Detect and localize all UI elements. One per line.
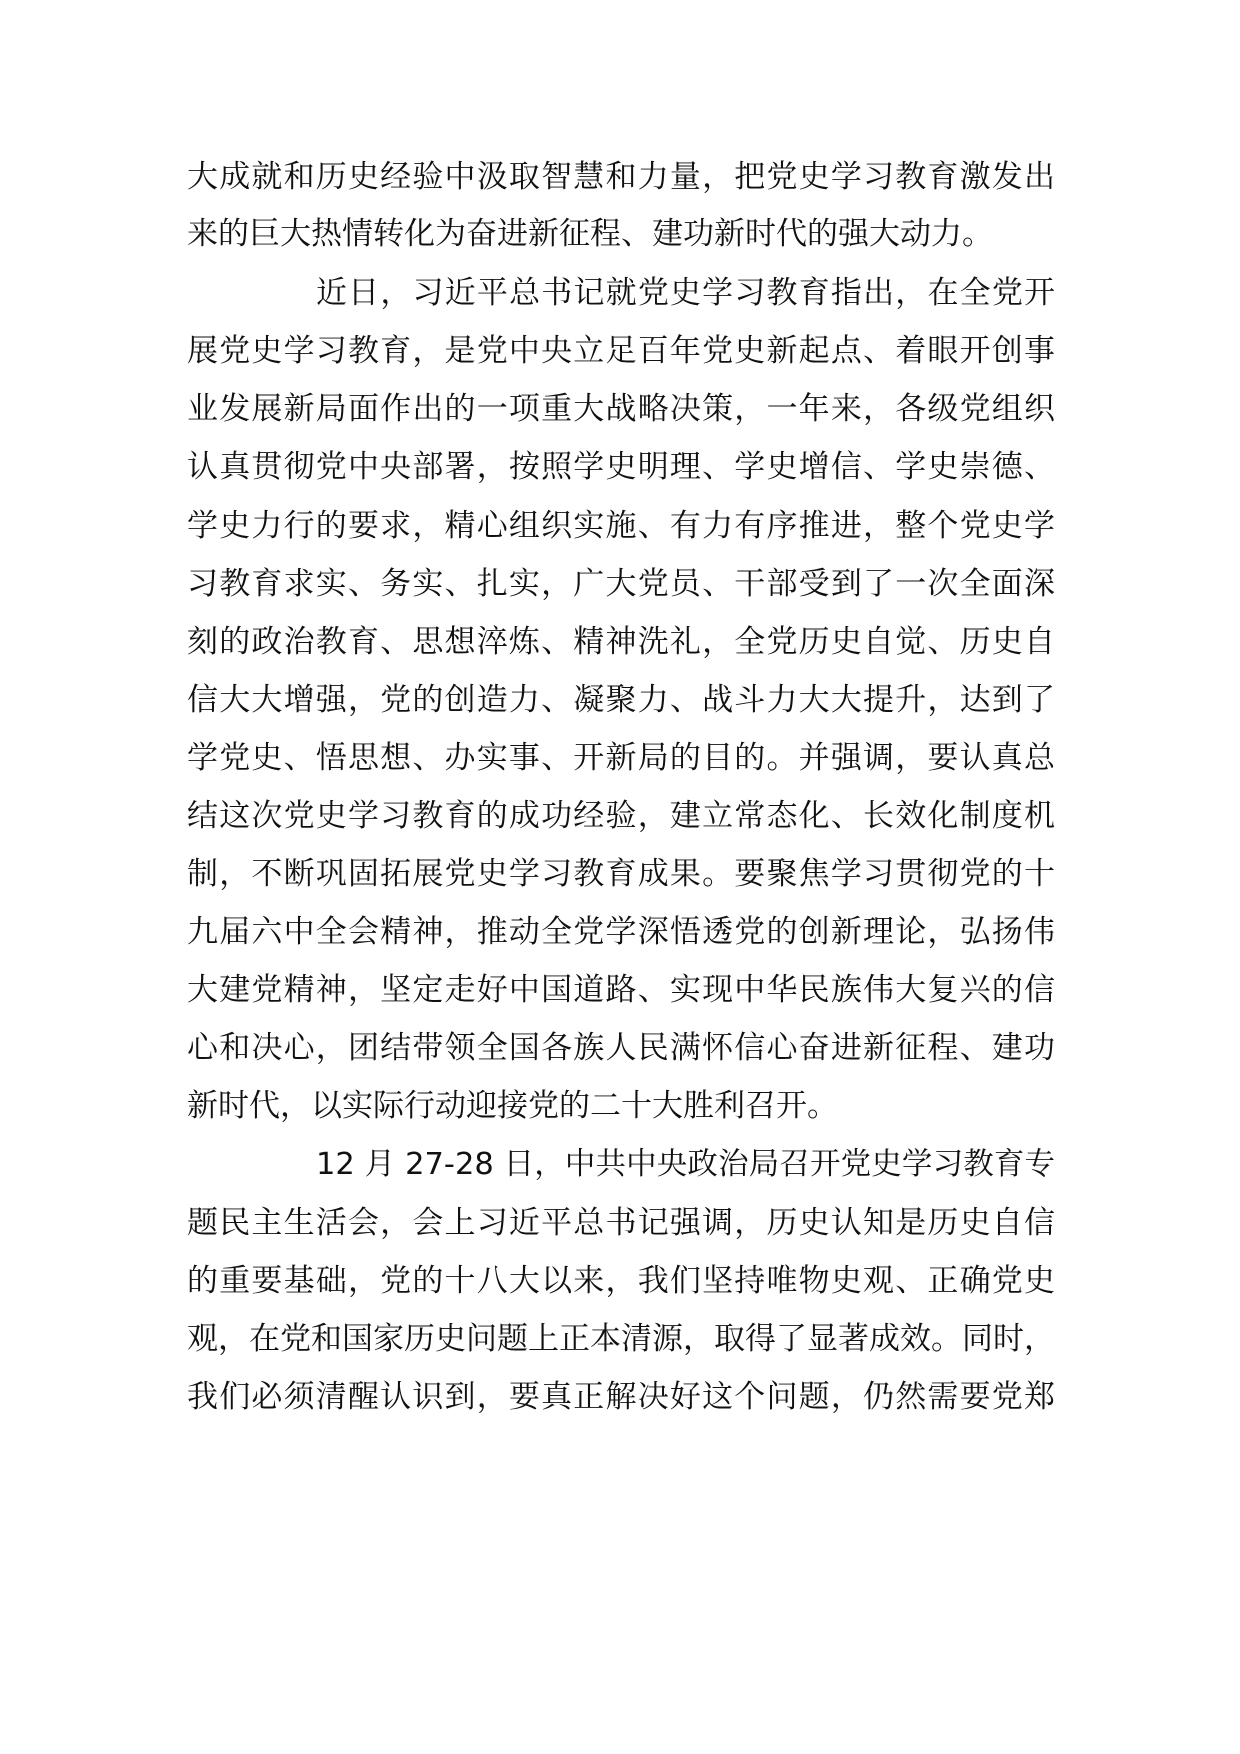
text-line: 学史力行的要求，精心组织实施、有力有序推进，整个党史学 [187, 508, 1055, 544]
text-line: 新时代，以实际行动迎接党的二十大胜利召开。 [187, 1088, 838, 1124]
text-line: 我们必须清醒认识到，要真正解决好这个问题，仍然需要党郑 [187, 1379, 1055, 1415]
paragraph-first-line: 近日，习近平总书记就党史学习教育指出，在全党开 [316, 275, 1055, 311]
text-line: 题民主生活会，会上习近平总书记强调，历史认知是历史自信 [187, 1205, 1055, 1241]
text-line: 业发展新局面作出的一项重大战略决策，一年来，各级党组织 [187, 391, 1055, 427]
text-line: 观，在党和国家历史问题上正本清源，取得了显著成效。同时， [187, 1321, 1055, 1357]
text-line: 制，不断巩固拓展党史学习教育成果。要聚焦学习贯彻党的十 [187, 856, 1055, 892]
text-line: 认真贯彻党中央部署，按照学史明理、学史增信、学史崇德、 [187, 449, 1055, 485]
text-line: 九届六中全会精神，推动全党学深悟透党的创新理论，弘扬伟 [187, 914, 1055, 950]
text-line: 大成就和历史经验中汲取智慧和力量，把党史学习教育激发出 [187, 159, 1055, 195]
text-line: 信大大增强，党的创造力、凝聚力、战斗力大大提升，达到了 [187, 682, 1055, 718]
text-line: 心和决心，团结带领全国各族人民满怀信心奋进新征程、建功 [187, 1030, 1055, 1066]
text-line: 来的巨大热情转化为奋进新征程、建功新时代的强大动力。 [187, 216, 993, 252]
text-line: 习教育求实、务实、扎实，广大党员、干部受到了一次全面深 [187, 566, 1055, 602]
paragraph-first-line: 12 月 27-28 日，中共中央政治局召开党史学习教育专 [316, 1147, 1055, 1182]
text-line: 学党史、悟思想、办实事、开新局的目的。并强调，要认真总 [187, 740, 1055, 776]
text-line: 大建党精神，坚定走好中国道路、实现中华民族伟大复兴的信 [187, 972, 1055, 1008]
text-line: 展党史学习教育，是党中央立足百年党史新起点、着眼开创事 [187, 333, 1055, 369]
text-line: 的重要基础，党的十八大以来，我们坚持唯物史观、正确党史 [187, 1263, 1055, 1299]
text-line: 结这次党史学习教育的成功经验，建立常态化、长效化制度机 [187, 798, 1055, 834]
text-line: 刻的政治教育、思想淬炼、精神洗礼，全党历史自觉、历史自 [187, 624, 1055, 660]
